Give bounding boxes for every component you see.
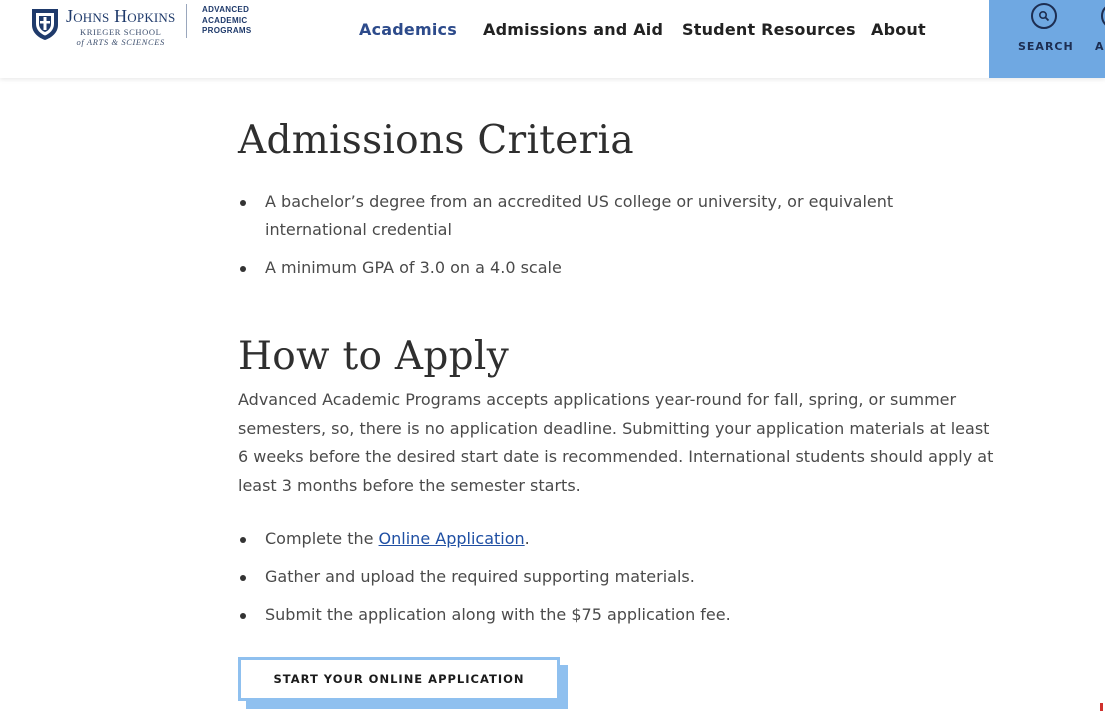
aap-logo-line: ADVANCED (202, 5, 250, 14)
logo-school-line: KRIEGER SCHOOL (80, 27, 162, 37)
site-header (0, 0, 1105, 78)
logo-main-text: Johns Hopkins (66, 6, 176, 26)
list-item: A minimum GPA of 3.0 on a 4.0 scale (238, 254, 998, 282)
logo-arts-line: of ARTS & SCIENCES (76, 37, 165, 47)
list-item: A bachelor’s degree from an accredited US college or university, or equivalent international credential (238, 188, 998, 244)
start-online-application-button[interactable]: START YOUR ONLINE APPLICATION (238, 657, 560, 701)
search-icon (1031, 3, 1057, 29)
list-item: Submit the application along with the $75 application fee. (238, 601, 998, 629)
criteria-list (238, 188, 998, 292)
nav-admissions-and-aid[interactable]: Admissions and Aid (483, 20, 664, 39)
step-text: . (524, 529, 530, 548)
admissions-criteria-heading: Admissions Criteria (238, 118, 634, 163)
shield-icon (30, 7, 60, 41)
online-application-link[interactable]: Online Application (378, 529, 525, 548)
apply-intro-paragraph: Advanced Academic Programs accepts applications year-round for fall, spring, or summer semesters, so, there is no application deadline. Submitting your application materials at least 6 weeks before the desired start date is recommended. International students should apply at least 3 months before the semester starts. (238, 390, 994, 495)
list-item: Gather and upload the required supporting materials. (238, 563, 998, 591)
apply-steps-list (238, 525, 998, 639)
nav-student-resources[interactable]: Student Resources (682, 20, 856, 39)
account-label: A (1095, 40, 1105, 53)
account-icon[interactable] (1101, 3, 1105, 29)
cta-container (238, 657, 568, 709)
nav-academics[interactable]: Academics (359, 20, 457, 39)
logo-divider (186, 4, 187, 38)
search-button[interactable] (989, 0, 1105, 78)
how-to-apply-heading: How to Apply (238, 334, 510, 379)
search-label: SEARCH (1018, 40, 1074, 53)
edge-marker (1100, 703, 1103, 711)
aap-logo-line: ACADEMIC (202, 15, 248, 25)
nav-about[interactable]: About (871, 20, 926, 39)
jhu-logo[interactable] (30, 5, 175, 55)
step-text: Complete the (265, 529, 379, 548)
aap-logo[interactable] (202, 5, 282, 37)
aap-logo-line: PROGRAMS (202, 26, 252, 35)
list-item (238, 525, 998, 553)
